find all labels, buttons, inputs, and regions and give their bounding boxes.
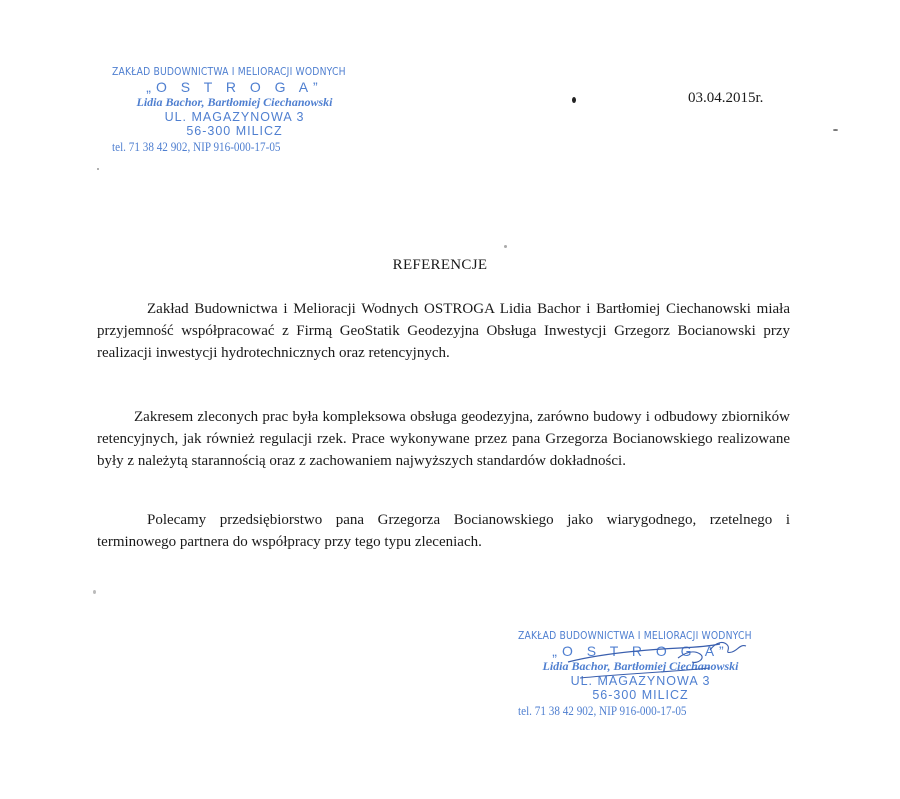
stamp-brand-name: „O S T R O G A”: [146, 78, 323, 95]
stamp-company-name: ZAKŁAD BUDOWNICTWA I MELIORACJI WODNYCH: [518, 629, 752, 642]
scan-speck: [572, 97, 576, 103]
handwritten-signature: [560, 628, 760, 688]
stamp-contact: tel. 71 38 42 902, NIP 916-000-17-05: [112, 139, 281, 155]
stamp-city: 56-300 MILICZ: [592, 688, 689, 703]
stamp-contact: tel. 71 38 42 902, NIP 916-000-17-05: [518, 703, 687, 719]
body-paragraph: Zakresem zleconych prac była kompleksowa obsługa geodezyjna, zarówno budowy i odbudowy zbiorników retencyjnych, jak również regulacji rzek. Prace wykonywane przez pana Grzegorza Bocianowskiego realizowane były z należytą starannością oraz z zachowaniem najwyższych standardów dokładności.: [97, 409, 790, 469]
stamp-street: UL. MAGAZYNOWA 3: [570, 673, 711, 688]
scan-speck: [833, 129, 838, 131]
stamp-owners: Lidia Bachor, Bartłomiej Ciechanowski: [136, 95, 333, 110]
scan-speck: [93, 590, 96, 594]
stamp-company-name: ZAKŁAD BUDOWNICTWA I MELIORACJI WODNYCH: [112, 65, 346, 78]
stamp-brand-name: „O S T R O G A”: [552, 642, 729, 659]
scan-speck: [504, 245, 507, 248]
document-title: REFERENCJE: [392, 257, 488, 273]
body-paragraph: Polecamy przedsiębiorstwo pana Grzegorza Bocianowskiego jako wiarygodnego, rzetelnego i terminowego partnera do współpracy przy tego typu zleceniach.: [97, 512, 790, 550]
stamp-owners: Lidia Bachor, Bartłomiej Ciechanowski: [542, 659, 739, 674]
scan-speck: [97, 168, 99, 170]
stamp-street: UL. MAGAZYNOWA 3: [164, 109, 305, 124]
letterhead-stamp: [112, 66, 357, 154]
body-paragraph: Zakład Budownictwa i Melioracji Wodnych OSTROGA Lidia Bachor i Bartłomiej Ciechanowski miała przyjemność współpracować z Firmą GeoStatik Geodezyjna Obsługa Inwestycji Grzegorz Bocianowski przy realizacji inwestycji hydrotechnicznych oraz retencyjnych.: [97, 301, 790, 361]
letter-date: 03.04.2015r.: [688, 90, 764, 106]
stamp-city: 56-300 MILICZ: [186, 124, 283, 139]
